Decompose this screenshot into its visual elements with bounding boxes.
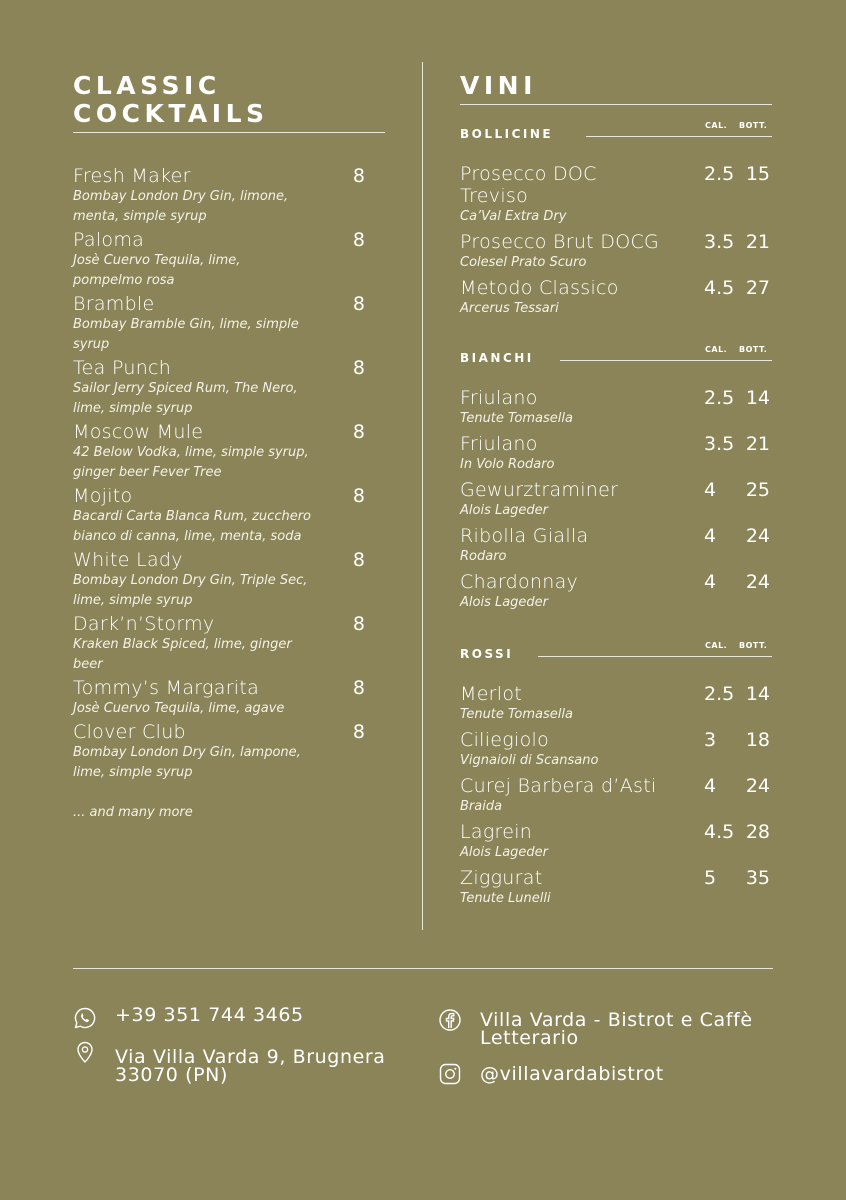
facebook-line2: Letterario bbox=[480, 1027, 579, 1049]
cocktail-price: 8 bbox=[352, 549, 365, 571]
cocktail-item bbox=[73, 549, 385, 611]
cocktail-item bbox=[73, 229, 385, 291]
wine-name: Merlot bbox=[460, 683, 523, 705]
wine-item bbox=[460, 729, 772, 771]
address-text bbox=[115, 1048, 386, 1084]
phone-number: +39 351 744 3465 bbox=[115, 1004, 304, 1026]
facebook-icon bbox=[438, 1008, 462, 1032]
wine-price-glass: 2.5 bbox=[704, 387, 735, 409]
wine-section-header bbox=[460, 121, 772, 149]
wine-price-glass: 5 bbox=[704, 867, 717, 889]
wine-name: Ziggurat bbox=[460, 867, 543, 889]
contact-phone[interactable] bbox=[73, 1006, 304, 1030]
wine-price-glass: 4 bbox=[704, 571, 717, 593]
contact-facebook[interactable] bbox=[438, 1008, 753, 1047]
wine-section-header bbox=[460, 641, 772, 669]
wines-title: VINI bbox=[460, 71, 537, 100]
cocktail-price: 8 bbox=[352, 293, 365, 315]
address-line2: 33070 (PN) bbox=[115, 1064, 228, 1086]
wine-price-bottle: 27 bbox=[745, 277, 770, 299]
wine-name: Curej Barbera d’Asti bbox=[460, 775, 657, 797]
cocktail-name: Mojito bbox=[73, 485, 133, 507]
cocktail-item bbox=[73, 421, 385, 483]
wine-list bbox=[460, 387, 772, 613]
cocktail-item bbox=[73, 293, 385, 355]
cocktail-name: White Lady bbox=[73, 549, 183, 571]
wine-price-bottle: 14 bbox=[745, 683, 770, 705]
wine-item bbox=[460, 683, 772, 725]
wine-price-glass: 4 bbox=[704, 775, 717, 797]
col-label-bott: BOTT. bbox=[739, 641, 768, 650]
wine-name: Chardonnay bbox=[460, 571, 579, 593]
wine-price-glass: 3.5 bbox=[704, 433, 735, 455]
cocktail-desc: Josè Cuervo Tequila, lime, agave bbox=[73, 701, 285, 716]
wine-item bbox=[460, 231, 772, 273]
cocktail-price: 8 bbox=[352, 357, 365, 379]
wine-price-bottle: 21 bbox=[745, 231, 770, 253]
cocktail-price: 8 bbox=[352, 677, 365, 699]
wine-price-bottle: 14 bbox=[745, 387, 770, 409]
location-pin-icon bbox=[73, 1040, 97, 1064]
cocktail-name: Tommy’s Margarita bbox=[73, 677, 260, 699]
wine-item bbox=[460, 525, 772, 567]
footer-rule bbox=[73, 968, 773, 969]
wine-price-glass: 3.5 bbox=[704, 231, 735, 253]
cocktail-desc: Sailor Jerry Spiced Rum, The Nero, lime, simple syrup bbox=[73, 381, 298, 416]
wine-name: Ribolla Gialla bbox=[460, 525, 589, 547]
cocktail-item bbox=[73, 485, 385, 547]
cocktail-name: Tea Punch bbox=[73, 357, 172, 379]
wine-price-bottle: 21 bbox=[745, 433, 770, 455]
cocktail-name: Clover Club bbox=[73, 721, 186, 743]
wine-price-bottle: 35 bbox=[745, 867, 770, 889]
cocktail-price: 8 bbox=[352, 613, 365, 635]
cocktail-name: Bramble bbox=[73, 293, 155, 315]
wine-name: Lagrein bbox=[460, 821, 533, 843]
wine-section-bianchi bbox=[460, 345, 772, 613]
facebook-line1: Villa Varda - Bistrot e Caffè bbox=[480, 1009, 753, 1031]
cocktails-column bbox=[73, 72, 385, 820]
facebook-text bbox=[480, 1011, 753, 1047]
wines-column bbox=[460, 72, 772, 913]
wine-section-bollicine bbox=[460, 121, 772, 319]
wine-name: Prosecco Brut DOCG bbox=[460, 231, 660, 253]
wine-name: Friulano bbox=[460, 433, 538, 455]
wine-producer: Arcerus Tessari bbox=[460, 301, 559, 316]
wine-price-bottle: 24 bbox=[745, 525, 770, 547]
cocktail-desc: 42 Below Vodka, lime, simple syrup, ginger beer Fever Tree bbox=[73, 445, 309, 480]
cocktails-title-rule bbox=[73, 132, 385, 133]
wine-price-bottle: 18 bbox=[745, 729, 770, 751]
wine-price-bottle: 25 bbox=[745, 479, 770, 501]
cocktail-desc: Bombay London Dry Gin, lampone, lime, simple syrup bbox=[73, 745, 301, 780]
wine-producer: Rodaro bbox=[460, 549, 507, 564]
col-label-cal: CAL. bbox=[705, 345, 728, 354]
wine-producer: Tenute Tomasella bbox=[460, 411, 573, 426]
wine-item bbox=[460, 433, 772, 475]
wine-price-glass: 4 bbox=[704, 479, 717, 501]
wine-name: Prosecco DOC Treviso bbox=[460, 163, 597, 207]
cocktail-desc: Kraken Black Spiced, lime, ginger beer bbox=[73, 637, 292, 672]
wine-section-rossi bbox=[460, 641, 772, 909]
cocktail-name: Paloma bbox=[73, 229, 145, 251]
wine-price-bottle: 28 bbox=[745, 821, 770, 843]
wine-name: Gewurztraminer bbox=[460, 479, 619, 501]
wine-producer: In Volo Rodaro bbox=[460, 457, 555, 472]
section-title: BOLLICINE bbox=[460, 127, 554, 141]
wine-list bbox=[460, 163, 772, 319]
cocktail-desc: Bacardi Carta Blanca Rum, zucchero bianco di canna, lime, menta, soda bbox=[73, 509, 311, 544]
col-label-cal: CAL. bbox=[705, 121, 728, 130]
wine-producer: Alois Lageder bbox=[460, 595, 549, 610]
wine-name: Metodo Classico bbox=[460, 277, 619, 299]
cocktails-title-line1: CLASSIC bbox=[73, 71, 221, 100]
wine-producer: Colesel Prato Scuro bbox=[460, 255, 587, 270]
cocktail-price: 8 bbox=[352, 421, 365, 443]
cocktail-item bbox=[73, 721, 385, 783]
section-title: BIANCHI bbox=[460, 351, 534, 365]
cocktails-title bbox=[73, 72, 385, 128]
cocktail-price: 8 bbox=[352, 721, 365, 743]
wine-item bbox=[460, 775, 772, 817]
instagram-handle: @villavardabistrot bbox=[480, 1063, 664, 1085]
wine-producer: Braida bbox=[460, 799, 503, 814]
cocktail-name: Moscow Mule bbox=[73, 421, 204, 443]
cocktail-item bbox=[73, 357, 385, 419]
cocktail-desc: Josè Cuervo Tequila, lime, pompelmo rosa bbox=[73, 253, 241, 288]
wine-name: Friulano bbox=[460, 387, 538, 409]
section-rule bbox=[586, 136, 772, 137]
cocktail-price: 8 bbox=[352, 229, 365, 251]
column-divider bbox=[422, 62, 423, 930]
section-rule bbox=[538, 656, 772, 657]
wine-item bbox=[460, 163, 772, 227]
cocktail-name: Dark’n’Stormy bbox=[73, 613, 215, 635]
more-note: ... and many more bbox=[73, 805, 193, 820]
contact-instagram[interactable] bbox=[438, 1062, 664, 1086]
wine-list bbox=[460, 683, 772, 909]
wine-price-glass: 2.5 bbox=[704, 683, 735, 705]
col-label-cal: CAL. bbox=[705, 641, 728, 650]
wine-producer: Vignaioli di Scansano bbox=[460, 753, 599, 768]
cocktail-price: 8 bbox=[352, 485, 365, 507]
cocktail-item bbox=[73, 677, 385, 719]
wine-item bbox=[460, 479, 772, 521]
wine-price-bottle: 24 bbox=[745, 571, 770, 593]
section-rule bbox=[560, 360, 772, 361]
wine-producer: Alois Lageder bbox=[460, 845, 549, 860]
wine-item bbox=[460, 387, 772, 429]
wine-section-header bbox=[460, 345, 772, 373]
cocktail-list bbox=[73, 165, 385, 783]
wine-price-glass: 4 bbox=[704, 525, 717, 547]
wine-item bbox=[460, 571, 772, 613]
whatsapp-icon bbox=[73, 1006, 97, 1030]
wine-price-bottle: 24 bbox=[745, 775, 770, 797]
section-title: ROSSI bbox=[460, 647, 514, 661]
wines-title-rule bbox=[460, 104, 772, 105]
cocktail-item bbox=[73, 165, 385, 227]
cocktail-desc: Bombay London Dry Gin, limone, menta, simple syrup bbox=[73, 189, 289, 224]
cocktail-desc: Bombay Bramble Gin, lime, simple syrup bbox=[73, 317, 299, 352]
instagram-icon bbox=[438, 1062, 462, 1086]
wine-price-bottle: 15 bbox=[745, 163, 770, 185]
wine-price-glass: 4.5 bbox=[704, 821, 735, 843]
wine-producer: Ca’Val Extra Dry bbox=[460, 209, 567, 224]
wine-price-glass: 4.5 bbox=[704, 277, 735, 299]
cocktail-desc: Bombay London Dry Gin, Triple Sec, lime, simple syrup bbox=[73, 573, 308, 608]
wine-price-glass: 2.5 bbox=[704, 163, 735, 185]
col-label-bott: BOTT. bbox=[739, 121, 768, 130]
cocktails-title-line2: COCKTAILS bbox=[73, 99, 269, 128]
wine-producer: Tenute Lunelli bbox=[460, 891, 551, 906]
wine-producer: Tenute Tomasella bbox=[460, 707, 573, 722]
wine-price-glass: 3 bbox=[704, 729, 717, 751]
cocktail-item bbox=[73, 613, 385, 675]
wine-producer: Alois Lageder bbox=[460, 503, 549, 518]
address-line1: Via Villa Varda 9, Brugnera bbox=[115, 1046, 386, 1068]
cocktail-name: Fresh Maker bbox=[73, 165, 191, 187]
col-label-bott: BOTT. bbox=[739, 345, 768, 354]
wine-item bbox=[460, 821, 772, 863]
wine-item bbox=[460, 277, 772, 319]
wine-name: Ciliegiolo bbox=[460, 729, 550, 751]
contact-address[interactable] bbox=[73, 1040, 386, 1084]
wine-item bbox=[460, 867, 772, 909]
cocktail-price: 8 bbox=[352, 165, 365, 187]
